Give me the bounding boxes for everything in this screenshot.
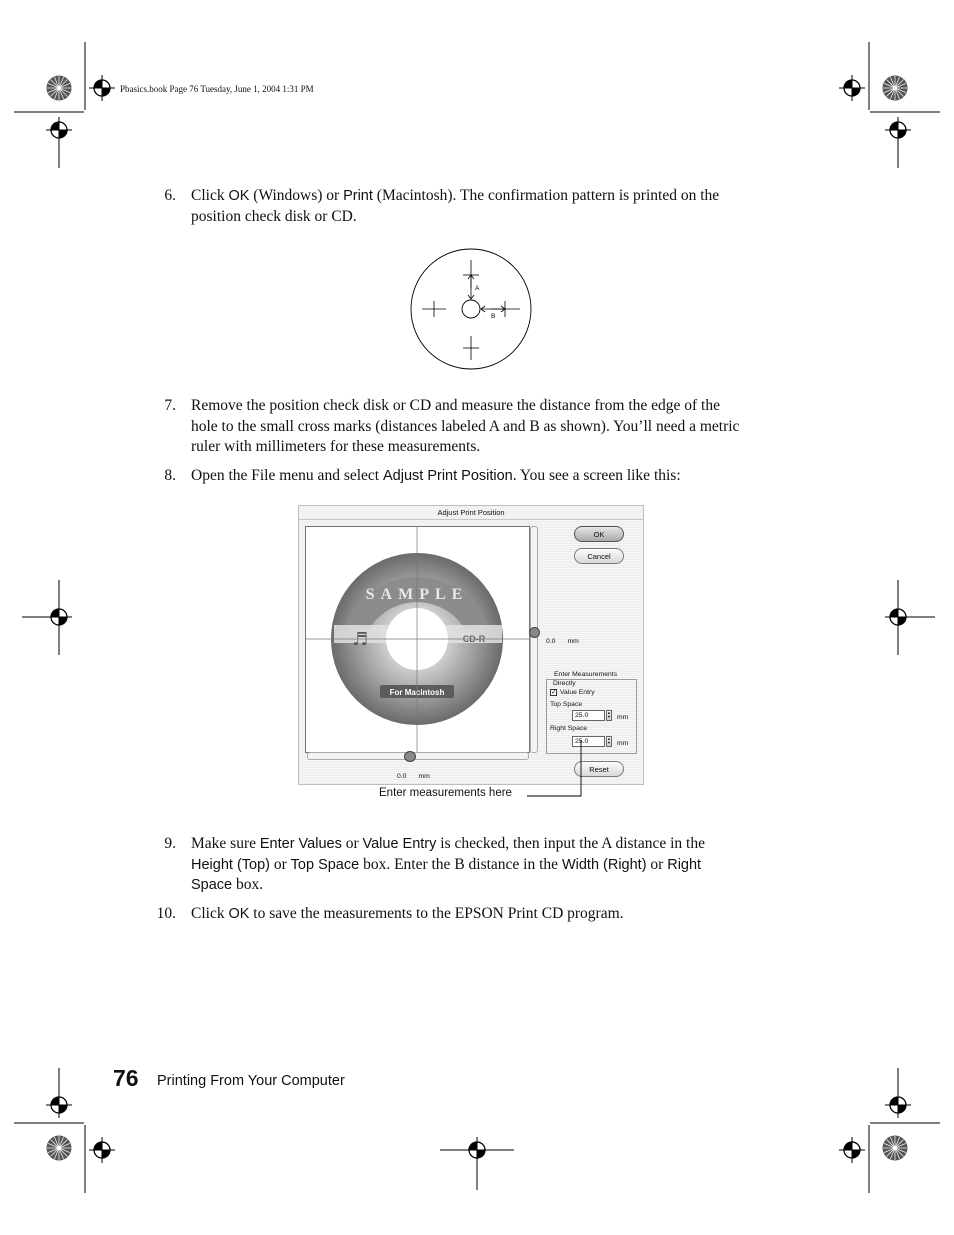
step-number: 10.: [156, 905, 176, 922]
page-number: 76: [113, 1065, 139, 1091]
position-check-disc-diagram: [408, 248, 534, 372]
horizontal-offset-readout: 0.0 mm: [397, 773, 430, 780]
label-a: A: [475, 285, 480, 292]
horizontal-slider-thumb[interactable]: [404, 751, 416, 762]
ui-term: Print: [343, 188, 373, 204]
ui-term: Height (Top): [191, 856, 270, 873]
value-entry-label: Value Entry: [560, 689, 595, 696]
top-space-input[interactable]: 25.0: [572, 710, 605, 721]
callout-leader-line: [525, 740, 585, 800]
vertical-position-slider[interactable]: [530, 526, 538, 753]
checkmark-icon: ✓: [551, 689, 557, 696]
step-8-text: Open the File menu and select Adjust Print Position. You see a screen like this:: [191, 467, 681, 484]
group-subtitle: Directly: [553, 680, 576, 687]
footer-section-title: Printing From Your Computer: [157, 1073, 345, 1089]
step-number: 8.: [164, 467, 176, 484]
callout-text: Enter measurements here: [379, 787, 512, 799]
stepper-arrows-icon: ▲ ▼: [607, 736, 611, 745]
step-10-text: Click OK to save the measurements to the EPSON Print CD program.: [191, 905, 624, 922]
group-title: Enter Measurements: [554, 671, 618, 678]
value-entry-checkbox[interactable]: [550, 689, 557, 696]
step-9-text: Make sure Enter Values or Value Entry is checked, then input the A distance in the Height (Top) or Top Space box. Enter the B distance in the Width (Right) or Right Space box.: [191, 835, 705, 893]
right-space-label: Right Space: [550, 725, 588, 732]
ui-term: Space: [191, 877, 233, 893]
ok-button[interactable]: OK: [574, 526, 624, 542]
vertical-offset-readout: 0.0 mm: [546, 638, 579, 645]
step-6-text: Click OK (Windows) or Print (Macintosh). The confirmation pattern is printed on the position check disk or CD.: [191, 187, 720, 225]
disc-hole: [462, 300, 480, 318]
step-number: 7.: [164, 397, 176, 414]
right-space-unit: mm: [617, 740, 629, 747]
book-header-line: Pbasics.book Page 76 Tuesday, June 1, 2004 1:31 PM: [120, 84, 314, 94]
ui-term: Top Space: [290, 856, 360, 873]
disc-title-text: SAMPLE: [365, 586, 469, 603]
top-space-unit: mm: [617, 714, 629, 721]
cancel-button[interactable]: Cancel: [574, 548, 624, 564]
top-space-stepper[interactable]: [606, 710, 612, 721]
ui-term: OK: [228, 906, 250, 922]
ui-term: Enter Values: [259, 836, 342, 852]
ui-term: Adjust Print Position: [382, 468, 513, 484]
disc-banner-text: For Macintosh: [389, 688, 445, 697]
sample-disc-art: [306, 527, 529, 752]
stepper-arrows-icon: ▲ ▼: [607, 710, 611, 719]
top-space-label: Top Space: [550, 701, 583, 708]
dialog-title: Adjust Print Position: [299, 506, 643, 520]
step-7-text: Remove the position check disk or CD and measure the distance from the edge of the hole to the small cross marks (distances labeled A and B as shown). You’ll need a metric ruler with millimeters for these measurements.: [191, 397, 740, 455]
step-number: 9.: [164, 835, 176, 852]
preview-panel: [305, 526, 530, 753]
ui-term: Value Entry: [362, 836, 437, 852]
ui-term: Right: [667, 856, 702, 873]
music-note-icon: ♬: [352, 629, 369, 650]
reset-button[interactable]: Reset: [574, 761, 624, 777]
ui-term: Width (Right): [561, 856, 647, 873]
right-space-stepper[interactable]: [606, 736, 612, 747]
horizontal-position-slider[interactable]: [307, 752, 529, 760]
disc-logo-text: CD-R: [462, 634, 486, 644]
step-number: 6.: [164, 187, 176, 204]
label-b: B: [491, 313, 496, 320]
adjust-print-position-dialog: [298, 505, 644, 785]
vertical-slider-thumb[interactable]: [529, 627, 540, 638]
right-space-input[interactable]: 25.0: [572, 736, 605, 747]
ui-term: OK: [228, 188, 250, 204]
